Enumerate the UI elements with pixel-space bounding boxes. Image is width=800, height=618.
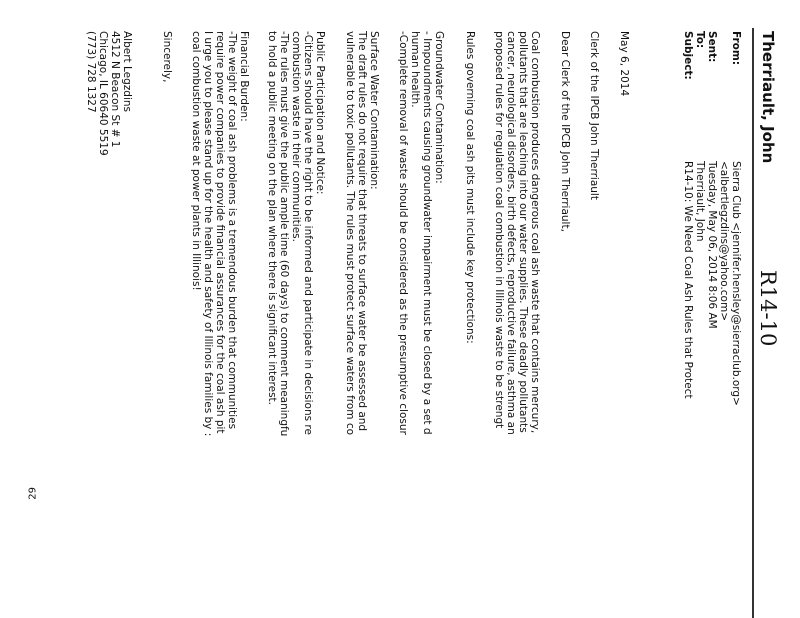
financial-line: require power companies to provide financial assurances for the coal ash pit xyxy=(214,31,226,434)
groundwater-line: human health. xyxy=(409,31,421,108)
signature-city: Chicago, IL 60640 5519 xyxy=(97,31,109,156)
letter-date: May 6, 2014 xyxy=(618,31,630,97)
participation-line: to hold a public meeting on the plan where there is significant interest. xyxy=(266,31,278,406)
surface-line: vulnerable to toxic pollutants. The rules must protect surface waters from co xyxy=(344,31,356,436)
letter-salutation: Dear Clerk of the IPCB John Therriault, xyxy=(559,31,571,232)
header-divider xyxy=(752,28,754,618)
surface-line: Surface Water Contamination: xyxy=(368,31,380,190)
intro-line: pollutants that are leaching into our water supplies. These deadly pollutants xyxy=(517,31,529,433)
closing-line: I urge you to please stand up for the health and safety of Illinois families by : xyxy=(202,31,214,437)
header-name: Therriault, John xyxy=(759,31,777,164)
closing-line: coal combustion waste at power plants in Illinois! xyxy=(190,31,202,291)
to-value: Therriault, John xyxy=(694,161,706,242)
sent-label: Sent: xyxy=(706,31,718,63)
intro-line: cancer, neurological disorders, birth defects, reproductive failure, asthma an xyxy=(505,31,517,435)
financial-line: Financial Burden: xyxy=(238,31,250,122)
surface-line: The draft rules do not require that threats to surface water be assessed and xyxy=(356,31,368,432)
signoff: Sincerely, xyxy=(161,31,173,83)
signature-name: Albert Legzdins xyxy=(121,31,133,113)
subject-value: R14-10: We Need Coal Ash Rules that Protect xyxy=(682,161,694,399)
intro-line: Coal combustion produces dangerous coal ash waste that contains mercury, xyxy=(529,31,541,434)
letter-recipient: Clerk of the IPCB John Therriault xyxy=(588,31,600,200)
participation-line: combustion waste in their communities. xyxy=(290,31,302,242)
intro-line: proposed rules for regulation coal combustion in Illinois waste to be strengt xyxy=(493,31,505,429)
groundwater-line: -Complete removal of waste should be considered as the presumptive closur xyxy=(397,31,409,435)
financial-line: -The weight of coal ash problems is a tremendous burden that communities xyxy=(226,31,238,430)
participation-line: -Citizens should have the right to be informed and participate in decisions re xyxy=(302,31,314,435)
rules-line: Rules governing coal ash pits must include key protections: xyxy=(464,31,476,344)
signature-address: 4512 N Beacon St # 1 xyxy=(109,31,121,148)
to-label: To: xyxy=(694,31,706,49)
sent-value: Tuesday, May 06, 2014 8:06 AM xyxy=(706,161,718,329)
from-value: Sierra Club <jennifer.hensley@sierraclub.org> xyxy=(730,161,742,406)
document-code: R14-10 xyxy=(756,270,780,347)
from-label: From: xyxy=(730,31,742,66)
participation-line: Public Participation and Notice: xyxy=(314,31,326,195)
groundwater-line: Groundwater Contamination: xyxy=(433,31,445,184)
groundwater-line: - Impoundments causing groundwater impairment must be closed by a set d xyxy=(421,31,433,435)
page-number: 29 xyxy=(27,487,39,500)
from-value-line2: <albertlegzdins@yahoo.com> xyxy=(718,161,730,321)
subject-label: Subject: xyxy=(682,31,694,80)
participation-line: -The rules must give the public ample time (60 days) to comment meaningfu xyxy=(278,31,290,437)
signature-phone: (773) 728 1327 xyxy=(85,31,97,113)
